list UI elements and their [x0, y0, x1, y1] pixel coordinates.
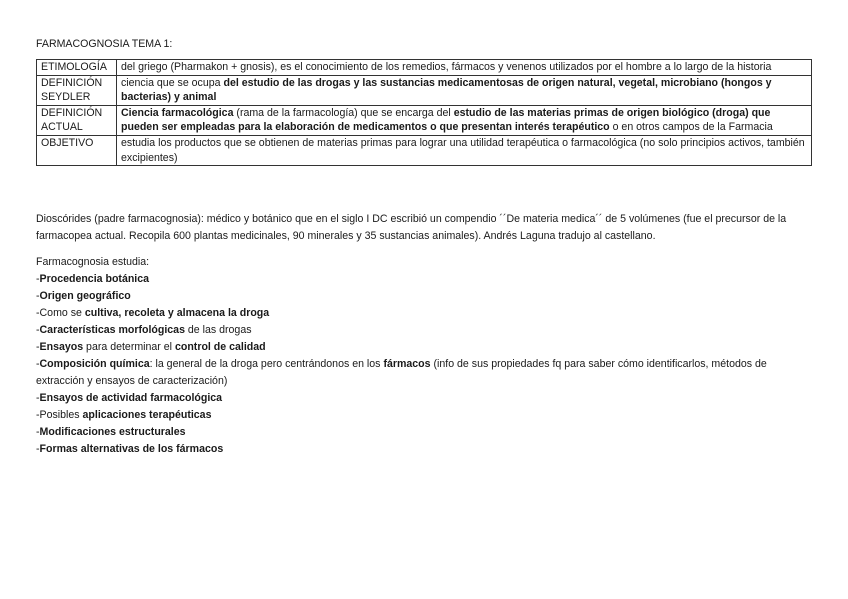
text-run: -Posibles	[36, 409, 83, 421]
list-item	[36, 356, 812, 390]
text-run: -Como se	[36, 307, 85, 319]
definition-cell	[117, 105, 812, 135]
text-run: para determinar el	[83, 341, 175, 353]
table-row	[37, 135, 812, 165]
term-cell: OBJETIVO	[37, 135, 117, 165]
list-item	[36, 407, 812, 424]
list-item	[36, 441, 812, 458]
table-row	[37, 75, 812, 105]
bold-text: control de calidad	[174, 341, 266, 353]
text-run: -	[36, 426, 40, 438]
text-run: : la general de la droga pero centrándonos en los	[149, 358, 384, 370]
estudia-section	[36, 254, 812, 458]
text-run: (rama de la farmacología) que se encarga del	[233, 106, 454, 119]
bold-text: Características morfológicas	[39, 324, 185, 336]
text-run: -	[36, 443, 40, 455]
bold-text: Origen geográfico	[39, 290, 131, 302]
bold-text: Modificaciones estructurales	[39, 426, 186, 438]
definition-cell	[117, 60, 812, 76]
bold-text: aplicaciones terapéuticas	[82, 409, 212, 421]
bold-text: Procedencia botánica	[39, 273, 150, 285]
text-run: -	[36, 341, 40, 353]
text-run: o en otros campos de la Farmacia	[609, 121, 773, 134]
list-item	[36, 390, 812, 407]
table-row	[37, 105, 812, 135]
text-run: (info de sus propiedades fq para saber cómo identificarlos, métodos de extracción y ensayos de caracterización)	[36, 358, 767, 387]
table-row	[37, 60, 812, 76]
definition-cell	[117, 135, 812, 165]
text-run: ciencia que se ocupa	[121, 76, 224, 89]
bold-text: Formas alternativas de los fármacos	[39, 443, 224, 455]
definitions-table	[36, 59, 812, 166]
text-run: -	[36, 290, 40, 302]
text-run: del griego (Pharmakon + gnosis), es el conocimiento de los remedios, fármacos y venenos utilizados por el hombre a lo largo de la historia	[121, 61, 772, 73]
list-item	[36, 305, 812, 322]
bold-text: del estudio de las drogas y las sustancias medicamentosas de origen natural, vegetal, microbiano (hongos y bacterias) y animal	[121, 76, 772, 104]
text-run: -	[36, 273, 40, 285]
term-cell: ETIMOLOGÍA	[37, 60, 117, 76]
dioscorides-paragraph: Dioscórides (padre farmacognosia): médico y botánico que en el siglo I DC escribió un compendio ´´De materia medica´´ de 5 volúmenes (fue el precursor de la farmacopea actual. Recopila 600 plantas medicinales, 90 minerales y 35 sustancias animales). Andrés Laguna tradujo al castellano.	[36, 213, 787, 242]
text-run: -	[36, 392, 40, 404]
definition-cell	[117, 75, 812, 105]
bold-text: Ciencia farmacológica	[121, 106, 234, 119]
text-run: de las drogas	[184, 324, 252, 336]
document-title: FARMACOGNOSIA TEMA 1:	[36, 38, 173, 50]
bold-text: Ensayos de actividad farmacológica	[39, 392, 223, 404]
bold-text: Ensayos	[39, 341, 84, 353]
list-item	[36, 288, 812, 305]
term-cell: DEFINICIÓN SEYDLER	[37, 75, 117, 105]
bold-text: cultiva, recoleta y almacena la droga	[84, 307, 270, 319]
list-item	[36, 424, 812, 441]
list-item	[36, 271, 812, 288]
list-item	[36, 339, 812, 356]
estudia-heading: Farmacognosia estudia:	[36, 256, 150, 268]
bold-text: fármacos	[383, 358, 431, 370]
text-run: estudia los productos que se obtienen de materias primas para lograr una utilidad terapéutica o farmacológica (no solo principios activos, también excipientes)	[121, 136, 805, 164]
list-item	[36, 322, 812, 339]
bold-text: estudio de las materias primas de origen biológico (droga) que pueden ser empleadas para la elaboración de medicamentos o que presentan interés terapéutico	[121, 106, 771, 134]
bold-text: Composición química	[39, 358, 150, 370]
text-run: -	[36, 358, 40, 370]
text-run: -	[36, 324, 40, 336]
term-cell: DEFINICIÓN ACTUAL	[37, 105, 117, 135]
